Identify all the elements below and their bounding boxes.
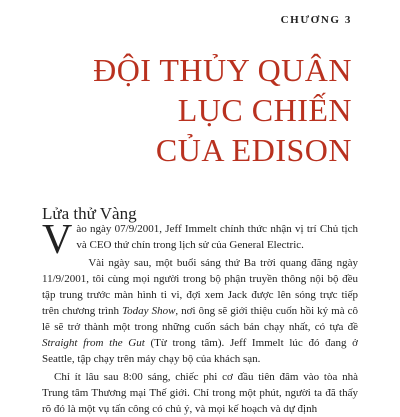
paragraph-2 [42,255,358,367]
book-title: Straight from the Gut [42,337,145,349]
paragraph-2-part-a: Vài ngày sau, một buổi sáng thứ Ba trời quang đãng ngày 11/9/2001, tôi cùng mọi người trong bộ phận truyền thông nội bộ đều tập trung trước màn hình ti vi, đợi xem Jack được lên sóng trực tiếp trên chương trình [42,257,358,317]
drop-cap: V [42,217,73,263]
paragraph-2-part-c: (Từ trong tâm). Jeff Immelt lúc đó đang ở Seattle, tập chạy trên máy chạy bộ của khách sạn. [42,337,358,365]
chapter-title [93,50,352,170]
section-heading: Lửa thử Vàng [42,204,137,223]
paragraph-1 [42,217,358,263]
chapter-label: CHƯƠNG 3 [280,14,352,26]
body-text [42,217,358,417]
show-title: Today Show [122,305,176,317]
paragraph-3: Chỉ ít lâu sau 8:00 sáng, chiếc phi cơ đầu tiên đâm vào tòa nhà Trung tâm Thương mại Thế giới. Chỉ trong một phút, người ta đã thấy rõ đó là một vụ tấn công có chủ ý, và mọi kế hoạch và dự định [42,371,358,415]
chapter-title-line-1: ĐỘI THỦY QUÂN [93,52,352,88]
paragraph-2-part-b: , nơi ông sẽ giới thiệu cuốn hồi ký mà cô lẽ sẽ trở thành một trong những cuốn sách bán chạy nhất, có tựa đề [42,305,358,333]
paragraph-1-text: ào ngày 07/9/2001, Jeff Immelt chính thức nhận vị trí Chủ tịch và CEO thứ chín trong lịch sử của General Electric. [76,223,358,251]
chapter-title-line-2: LỤC CHIẾN [177,92,352,128]
chapter-title-line-3: CỦA EDISON [155,132,352,168]
